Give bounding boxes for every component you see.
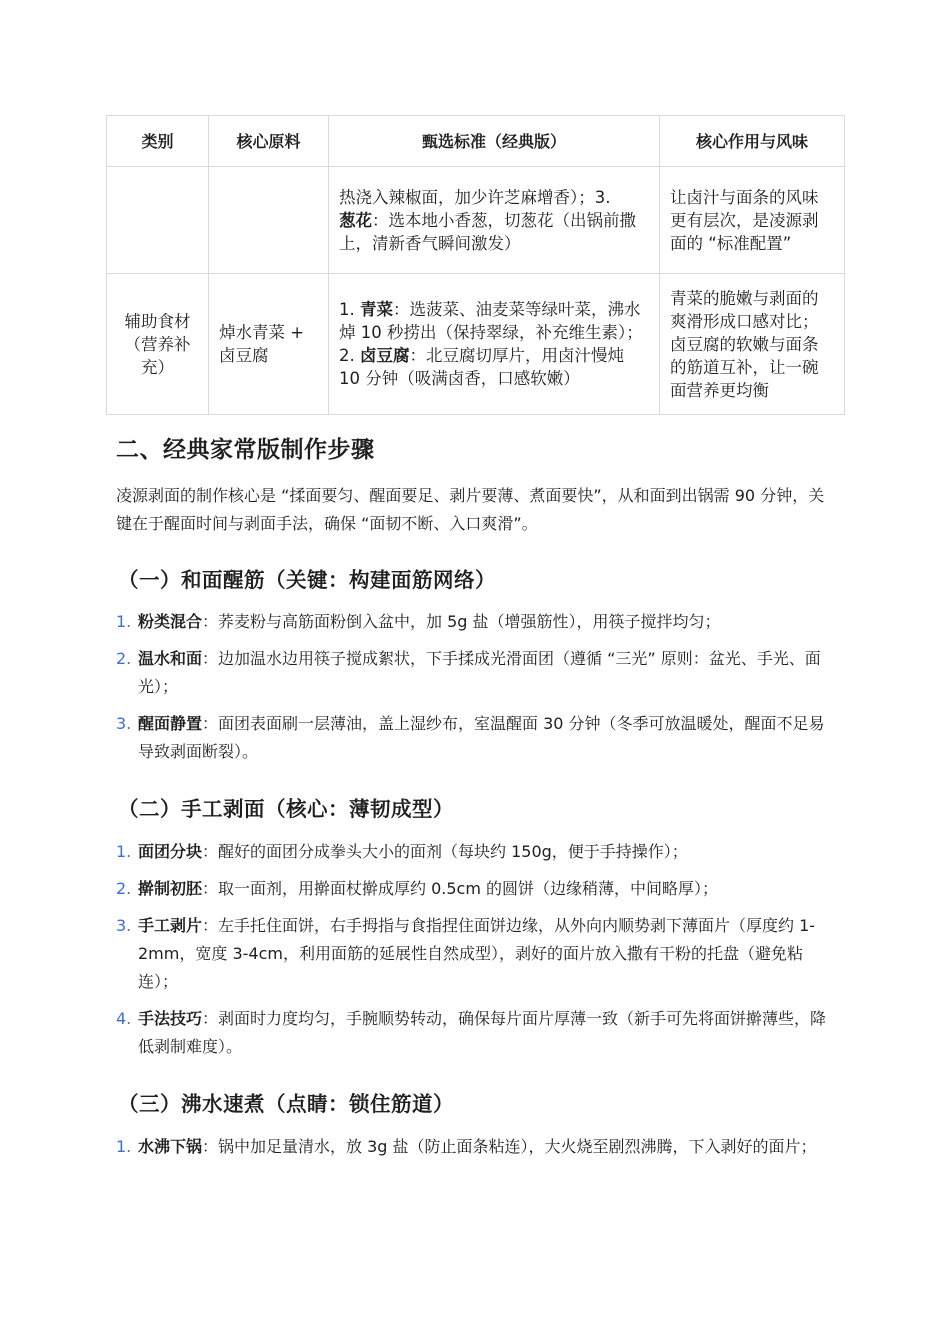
step-keyword: 温水和面 [138, 649, 203, 668]
list-item [116, 645, 838, 701]
step-text: ：锅中加足量清水，放 3g 盐（防止面条粘连），大火烧至剧烈沸腾，下入剥好的面片； [202, 1137, 817, 1156]
step-text: ：取一面剂，用擀面杖擀成厚约 0.5cm 的圆饼（边缘稍薄，中间略厚）； [202, 879, 719, 898]
section-intro: 凌源剥面的制作核心是 “揉面要匀、醒面要足、剥片要薄、煮面要快”，从和面到出锅需 90 分钟，关键在于醒面时间与剥面手法，确保 “面韧不断、入口爽滑”。 [116, 486, 825, 533]
standard-keyword: 葱花 [339, 210, 372, 230]
table-row [107, 274, 845, 415]
cell-ingredient [209, 167, 329, 274]
step-keyword: 水沸下锅 [138, 1137, 203, 1156]
standard-text: ：选菠菜、油麦菜等绿叶菜，沸水焯 10 秒捞出（保持翠绿，补充维生素）；2. [339, 300, 643, 365]
subsection-title: （三）沸水速煮（点睛：锁住筋道） [118, 1092, 454, 1116]
header-standard: 甄选标准（经典版） [329, 116, 660, 167]
subsection-title: （二）手工剥面（核心：薄韧成型） [118, 797, 454, 821]
cell-standard [329, 167, 660, 274]
step-text: ：边加温水边用筷子搅成絮状，下手揉成光滑面团（遵循 “三光” 原则：盆光、手光、面光）； [138, 649, 821, 696]
step-keyword: 面团分块 [138, 842, 203, 861]
header-category: 类别 [107, 116, 209, 167]
standard-keyword: 卤豆腐 [360, 346, 410, 365]
step-keyword: 醒面静置 [138, 714, 203, 733]
header-ingredient: 核心原料 [209, 116, 329, 167]
step-text: ：醒好的面团分成拳头大小的面剂（每块约 150g，便于手持操作）； [202, 842, 688, 861]
step-text: ：左手托住面饼，右手拇指与食指捏住面饼边缘，从外向内顺势剥下薄面片（厚度约 1-2mm，宽度 3-4cm，利用面筋的延展性自然成型），剥好的面片放入撒有干粉的托盘（避免粘连）； [138, 916, 816, 991]
step-keyword: 手工剥片 [138, 916, 203, 935]
table-row [107, 167, 845, 274]
cell-category [107, 167, 209, 274]
step-list [116, 838, 838, 1070]
standard-text: 热浇入辣椒面，加少许芝麻增香）；3. [339, 187, 611, 207]
list-number: 2. [116, 879, 132, 898]
list-number: 3. [116, 916, 132, 935]
standard-text: ：北豆腐切厚片，用卤汁慢炖 10 分钟（吸满卤香，口感软嫩） [339, 346, 624, 388]
cell-ingredient: 焯水青菜 + 卤豆腐 [209, 274, 329, 415]
cell-effect: 青菜的脆嫩与剥面的爽滑形成口感对比；卤豆腐的软嫩与面条的筋道互补，让一碗面营养更均衡 [660, 274, 845, 415]
step-list [116, 1133, 838, 1170]
list-item [116, 912, 838, 996]
list-item [116, 1005, 838, 1061]
list-item [116, 710, 838, 766]
cell-category: 辅助食材（营养补充） [107, 274, 209, 415]
step-keyword: 擀制初胚 [138, 879, 203, 898]
step-list [116, 608, 838, 775]
list-number: 1. [116, 842, 132, 861]
list-number: 1. [116, 612, 132, 631]
cell-effect: 让卤汁与面条的风味更有层次，是凌源剥面的 “标准配置” [660, 167, 845, 274]
list-item [116, 608, 838, 636]
list-item [116, 875, 838, 903]
section-title: 二、经典家常版制作步骤 [116, 437, 375, 463]
standard-number: 1. [339, 300, 355, 319]
step-text: ：剥面时力度均匀，手腕顺势转动，确保每片面片厚薄一致（新手可先将面饼擀薄些，降低剥制难度）。 [138, 1009, 827, 1056]
list-number: 4. [116, 1009, 132, 1028]
table-header-row [107, 116, 845, 167]
header-effect: 核心作用与风味 [660, 116, 845, 167]
list-item [116, 838, 838, 866]
step-keyword: 手法技巧 [138, 1009, 203, 1028]
standard-text: ：选本地小香葱，切葱花（出锅前撒上，清新香气瞬间激发） [339, 210, 636, 253]
standard-keyword: 青菜 [360, 300, 393, 319]
list-number: 2. [116, 649, 132, 668]
step-keyword: 粉类混合 [138, 612, 203, 631]
list-number: 3. [116, 714, 132, 733]
list-number: 1. [116, 1137, 132, 1156]
ingredient-table [106, 115, 845, 415]
step-text: ：荞麦粉与高筋面粉倒入盆中，加 5g 盐（增强筋性），用筷子搅拌均匀； [202, 612, 721, 631]
step-text: ：面团表面刷一层薄油，盖上湿纱布，室温醒面 30 分钟（冬季可放温暖处，醒面不足易导致剥面断裂）。 [138, 714, 825, 761]
list-item [116, 1133, 838, 1161]
cell-standard [329, 274, 660, 415]
subsection-title: （一）和面醒筋（关键：构建面筋网络） [118, 568, 496, 592]
